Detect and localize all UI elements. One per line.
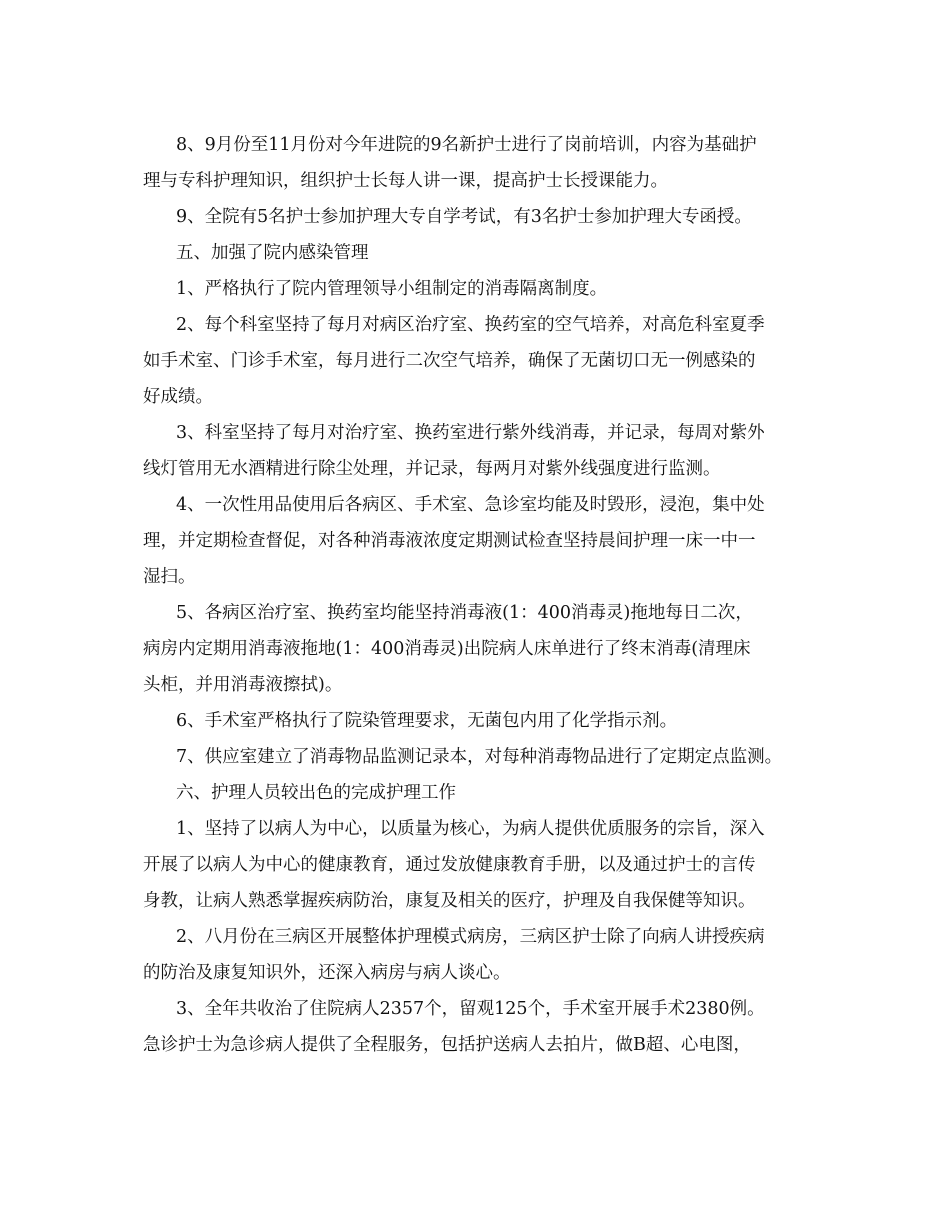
paragraph-line: 2、八月份在三病区开展整体护理模式病房，三病区护士除了向病人讲授疾病 [176,927,765,947]
paragraph-line: 6、手术室严格执行了院染管理要求，无菌包内用了化学指示剂。 [176,711,678,731]
paragraph-line: 2、每个科室坚持了每月对病区治疗室、换药室的空气培养，对高危科室夏季 [176,315,765,335]
paragraph-line: 4、一次性用品使用后各病区、手术室、急诊室均能及时毁形，浸泡，集中处 [176,495,765,515]
paragraph-line: 开展了以病人为中心的健康教育，通过发放健康教育手册，以及通过护士的言传 [143,855,756,875]
paragraph-line: 5、各病区治疗室、换药室均能坚持消毒液(1：400消毒灵)拖地每日二次， [176,603,753,623]
paragraph-line: 理，并定期检查督促，对各种消毒液浓度定期测试检查坚持晨间护理一床一中一 [143,531,756,551]
document-body [143,127,823,1063]
paragraph-line: 头柜，并用消毒液擦拭)。 [143,675,343,695]
paragraph-line: 如手术室、门诊手术室，每月进行二次空气培养，确保了无菌切口无一例感染的 [143,351,756,371]
paragraph-line: 急诊护士为急诊病人提供了全程服务，包括护送病人去拍片，做B超、心电图， [143,1035,751,1055]
paragraph-line: 8、9月份至11月份对今年进院的9名新护士进行了岗前培训，内容为基础护 [176,135,757,155]
paragraph-line: 病房内定期用消毒液拖地(1：400消毒灵)出院病人床单进行了终末消毒(清理床 [143,639,751,659]
paragraph-line: 线灯管用无水酒精进行除尘处理，并记录，每两月对紫外线强度进行监测。 [143,459,721,479]
paragraph-line: 3、科室坚持了每月对治疗室、换药室进行紫外线消毒，并记录，每周对紫外 [176,423,765,443]
paragraph-line: 身教，让病人熟悉掌握疾病防治，康复及相关的医疗，护理及自我保健等知识。 [143,891,756,911]
paragraph-line: 9、全院有5名护士参加护理大专自学考试，有3名护士参加护理大专函授。 [176,207,752,227]
paragraph-line: 1、坚持了以病人为中心，以质量为核心，为病人提供优质服务的宗旨，深入 [176,819,765,839]
paragraph-line: 1、严格执行了院内管理领导小组制定的消毒隔离制度。 [176,279,608,299]
paragraph-line: 湿扫。 [143,567,196,587]
paragraph-line: 理与专科护理知识，组织护士长每人讲一课，提高护士长授课能力。 [143,171,668,191]
section-heading: 五、加强了院内感染管理 [176,243,369,263]
paragraph-line: 7、供应室建立了消毒物品监测记录本，对每种消毒物品进行了定期定点监测。 [176,747,783,767]
paragraph-line: 好成绩。 [143,387,213,407]
section-heading: 六、护理人员较出色的完成护理工作 [176,783,456,803]
paragraph-line: 3、全年共收治了住院病人2357个，留观125个，手术室开展手术2380例。 [176,999,765,1019]
paragraph-line: 的防治及康复知识外，还深入病房与病人谈心。 [143,963,511,983]
